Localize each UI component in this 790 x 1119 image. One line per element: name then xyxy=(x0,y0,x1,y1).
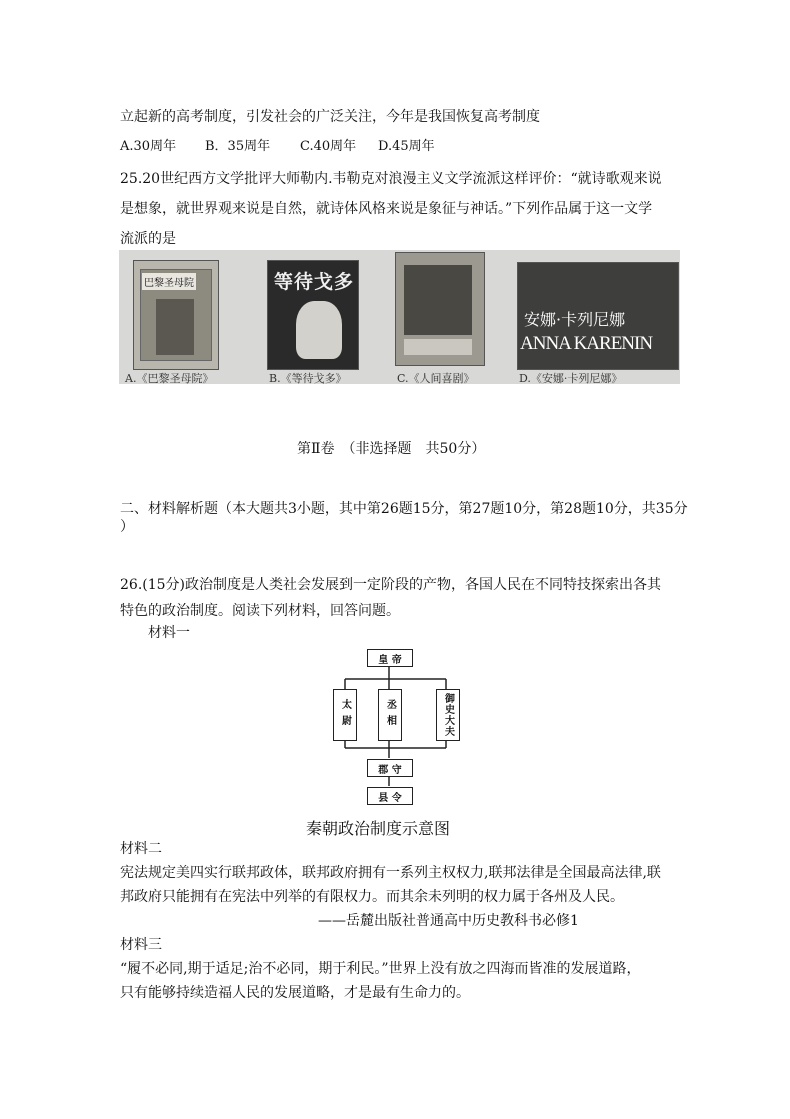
volume-title: 第Ⅱ卷 （非选择题 共50分） xyxy=(297,441,486,457)
chengxiang-box: 丞相 xyxy=(378,689,402,741)
part-two-title-line-2: ） xyxy=(120,519,134,535)
material-three-label: 材料三 xyxy=(120,937,162,953)
material-two-line-2: 邦政府只能拥有在宪法中列举的有限权力。而其余未列明的权力属于各州及人民。 xyxy=(120,889,624,905)
book-covers-photo xyxy=(119,250,680,384)
book-d-caption: D.《安娜·卡列尼娜》 xyxy=(519,372,623,384)
book-cover-d xyxy=(517,262,679,370)
book-a-cover-title: 巴黎圣母院 xyxy=(142,273,196,290)
material-two-line-1: 宪法规定美四实行联邦政体，联邦政府拥有一系列主权权力,联邦法律是全国最高法律,联 xyxy=(120,865,661,881)
book-cover-c xyxy=(395,252,485,366)
material-two-source: ——岳麓出版社普通高中历史教科书必修1 xyxy=(318,913,579,929)
material-one-label: 材料一 xyxy=(148,625,190,641)
xianling-box: 县 令 xyxy=(367,787,413,805)
yushi-dafu-box: 御史大夫 xyxy=(436,689,460,741)
book-cover-b xyxy=(267,260,359,370)
material-three-line-2: 只有能够持续造福人民的发展道略，才是最有生命力的。 xyxy=(120,985,470,1001)
material-two-label: 材料二 xyxy=(120,841,162,857)
q24-stem-line: 立起新的高考制度，引发社会的广泛关注，今年是我国恢复高考制度 xyxy=(120,109,540,125)
q25-stem-line-1: 25.20世纪西方文学批评大师勒内.韦勒克对浪漫主义文学流派这样评价：“就诗歌观来说 xyxy=(120,171,662,187)
part-two-title-line-1: 二、材料解析题（本大题共3小题，其中第26题15分，第27题10分，第28题10分，共35分 xyxy=(120,501,688,517)
q24-option-d: D.45周年 xyxy=(378,139,435,154)
book-d-cover-title: 安娜·卡列尼娜 xyxy=(524,310,626,329)
q26-stem-line-1: 26.(15分)政治制度是人类社会发展到一定阶段的产物，各国人民在不同特技探索出各其 xyxy=(120,577,662,593)
q26-stem-line-2: 特色的政治制度。阅读下列材料，回答问题。 xyxy=(120,603,400,619)
book-c-caption: C.《人间喜剧》 xyxy=(397,372,475,384)
book-a-caption: A.《巴黎圣母院》 xyxy=(125,372,214,384)
q24-option-c: C.40周年 xyxy=(300,139,357,154)
book-b-cover-title: 等待戈多 xyxy=(274,271,355,293)
emperor-box: 皇 帝 xyxy=(367,649,413,667)
material-three-line-1: “履不必同,期于适足;治不必同，期于利民。”世界上没有放之四海而皆准的发展道路， xyxy=(120,961,641,977)
q25-stem-line-3: 流派的是 xyxy=(120,231,176,247)
q24-option-a: A.30周年 xyxy=(120,139,177,154)
q24-option-b: B．35周年 xyxy=(205,139,271,154)
book-d-cover-title-en: ANNA KARENIN xyxy=(520,333,653,354)
taiwei-box: 太尉 xyxy=(333,689,357,741)
book-b-caption: B.《等待戈多》 xyxy=(269,372,347,384)
diagram-caption: 秦朝政治制度示意图 xyxy=(306,819,451,838)
book-cover-a xyxy=(133,260,219,370)
q25-stem-line-2: 是想象，就世界观来说是自然，就诗体风格来说是象征与神话。”下列作品属于这一文学 xyxy=(120,201,653,217)
junshou-box: 郡 守 xyxy=(367,759,413,777)
